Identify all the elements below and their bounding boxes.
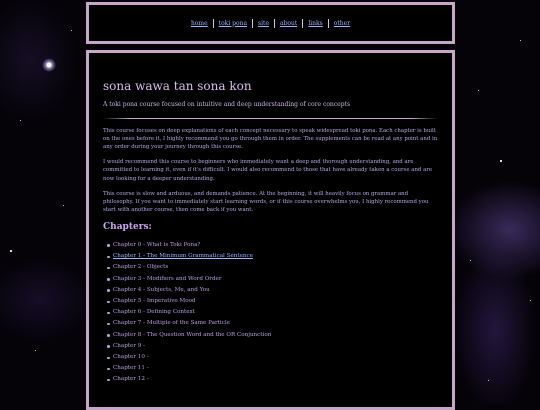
star-icon [520,40,521,41]
chapter-label: Chapter 0 - What is Toki Pona? [113,241,201,248]
chapter-item [113,307,438,318]
star-icon [71,30,72,31]
bright-star-icon [42,58,56,72]
star-icon [500,160,502,162]
chapter-item [113,296,438,307]
chapter-item [113,352,438,363]
chapter-item [113,374,438,385]
chapter-item [113,318,438,329]
nav-link-home[interactable]: home [190,19,208,27]
chapters-heading: Chapters: [103,221,152,232]
nav-panel [86,2,455,44]
chapter-item [113,240,438,251]
star-icon [63,205,64,206]
intro-paragraph: This course focuses on deep explanations of each concept necessary to speak widespread toki pona. Each chapter is built on the ones before it, I highly recommend you go through them in order. The supplements can be read at any point and in any order during your journey through this course. [103,128,438,151]
pacing-paragraph: This course is slow and arduous, and demands patience. At the beginning, it will heavily focus on grammar and philosophy. If you want to immediately start learning words, or if this course overwhelms you, I highly recommend you start with another course, then come back if you want. [103,190,429,213]
chapter-item [113,274,438,285]
page-title: sona wawa tan sona kon [103,79,252,93]
chapter-item [113,341,438,352]
chapter-item [113,330,438,341]
star-icon [470,260,471,261]
divider [103,118,438,119]
star-icon [488,380,489,381]
chapter-link[interactable]: Chapter 1 - The Minimum Grammatical Sentence [113,253,253,260]
chapter-label: Chapter 5 - Imperative Mood [113,298,196,304]
chapter-label: Chapter 12 - [113,376,149,383]
chapter-label: Chapter 10 - [113,354,149,361]
star-icon [530,300,531,301]
chapter-label: Chapter 9 - [113,342,146,349]
chapter-item [113,285,438,296]
nav-link-other[interactable]: other [333,19,351,27]
chapter-item-link[interactable] [113,251,438,262]
chapter-label: Chapter 11 - [113,365,149,372]
page-subtitle: A toki pona course focused on intuitive and deep understanding of core concepts [103,101,351,108]
main-content-panel [86,50,455,410]
chapter-label: Chapter 2 - Objects [113,264,169,271]
chapter-item [113,363,438,374]
star-icon [10,250,12,252]
chapter-label: Chapter 6 - Defining Context [113,309,195,316]
chapter-item [113,262,438,273]
chapter-label: Chapter 7 - Multiple of the Same Particle [113,320,230,327]
star-icon [478,90,479,91]
chapter-list [103,240,438,386]
star-icon [20,120,21,121]
chapter-label: Chapter 3 - Modifiers and Word Order [113,275,222,282]
top-navigation [89,5,452,41]
nav-link-links[interactable]: links [308,19,323,27]
chapter-label: Chapter 4 - Subjects, Me, and You [113,286,210,293]
star-icon [35,350,36,351]
audience-paragraph: I would recommend this course to beginners who immediately want a deep and thorough understanding, and are committed to learning it, even if it's difficult. I would also recommend to those that have already taken a course and are now looking for a deeper understanding. [103,159,433,182]
nav-link-site[interactable]: site [258,19,270,27]
nav-link-about[interactable]: about [280,19,298,27]
chapter-label: Chapter 8 - The Question Word and the OR Conjunction [113,331,272,338]
nav-link-toki-pona[interactable]: toki pona [218,19,248,27]
